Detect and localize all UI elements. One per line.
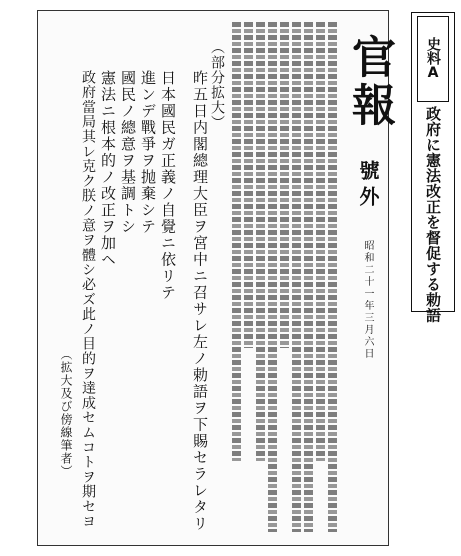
gazette-masthead: 官報 — [344, 34, 395, 130]
small-print-block — [232, 22, 338, 532]
rescript-line: 日本國民ガ正義ノ自覺ニ依リテ — [159, 70, 177, 301]
caption-label-text: 史料A — [425, 37, 441, 81]
footnote: （拡大及び傍線筆者） — [59, 348, 73, 478]
rescript-line: 進ンデ戰爭ヲ抛棄シテ — [139, 70, 157, 235]
print-line — [304, 22, 313, 532]
rescript-line: 昨五日内閣總理大臣ヲ宮中ニ召サレ左ノ勅語ヲ下賜セラレタリ — [191, 70, 209, 532]
gazette-date: 昭和二十一年三月六日 — [362, 240, 373, 360]
excerpt-label: （部分拡大） — [209, 40, 225, 130]
caption-title: 政府に憲法改正を督促する勅語 — [424, 106, 442, 323]
gazette-issue: 號外 — [356, 160, 380, 212]
print-line — [256, 22, 265, 461]
print-line — [280, 22, 289, 348]
rescript-line: 國民ノ總意ヲ基調トシ — [119, 70, 137, 235]
rescript-line: 憲法ニ根本的ノ改正ヲ加ヘ — [99, 70, 117, 268]
rescript-line: 政府當局其レ克ク朕ノ意ヲ體シ必ズ此ノ目的ヲ達成セムコトヲ期セヨ — [80, 70, 96, 529]
corner-annotation — [40, 24, 50, 134]
print-line — [328, 22, 337, 532]
print-line — [316, 22, 325, 461]
print-line — [244, 22, 253, 348]
print-line — [268, 22, 277, 532]
caption-label — [417, 16, 449, 102]
print-line — [292, 22, 301, 532]
print-line — [232, 22, 241, 461]
